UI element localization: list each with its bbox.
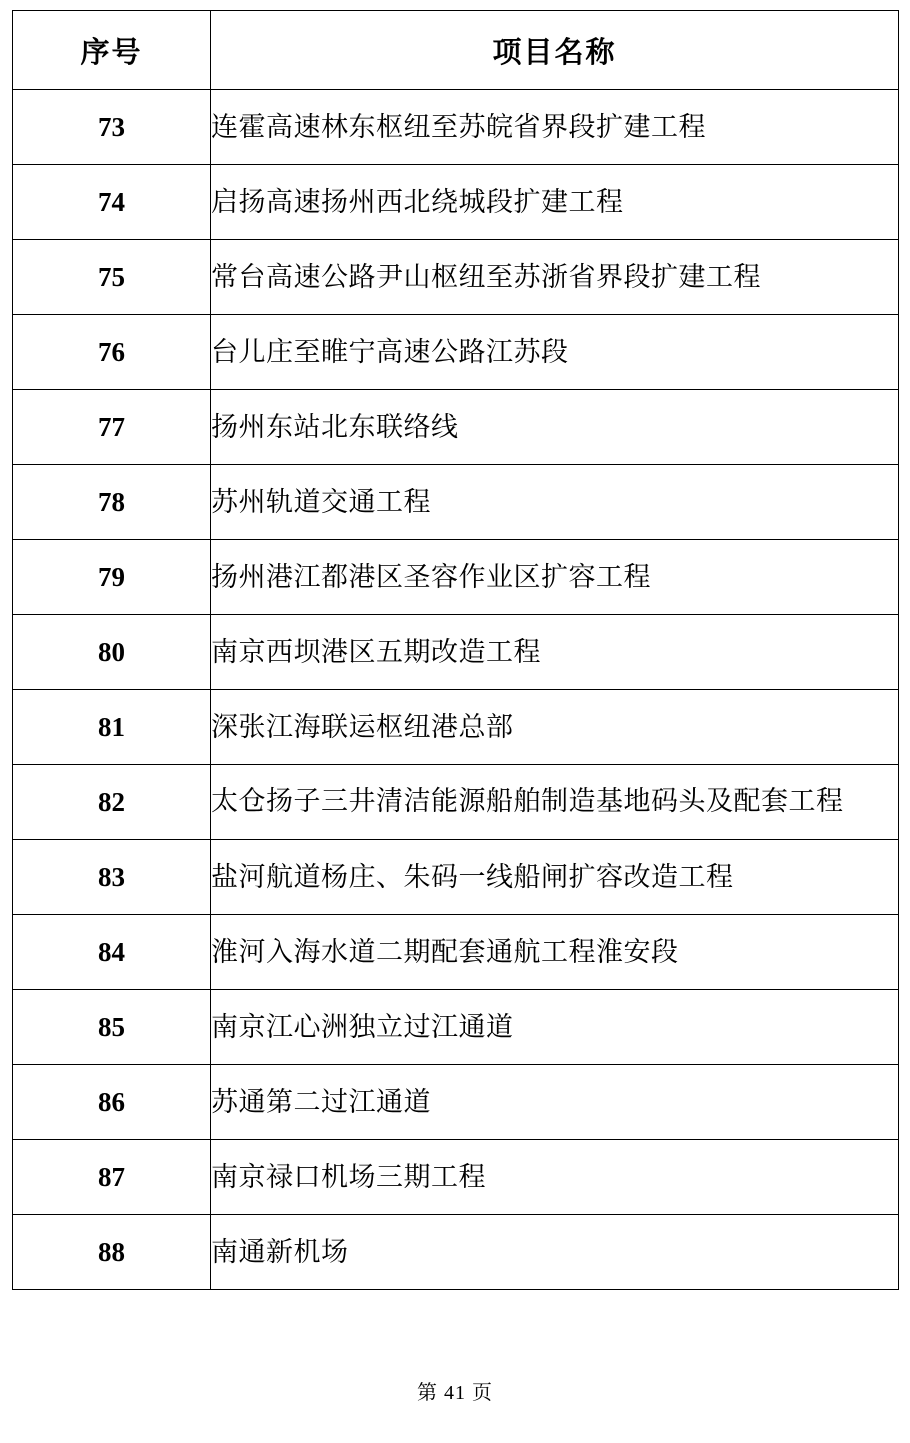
table-row (13, 690, 899, 765)
row-number: 88 (13, 1215, 211, 1290)
row-number: 83 (13, 840, 211, 915)
row-project-name: 深张江海联运枢纽港总部 (211, 690, 899, 765)
row-project-name: 南京禄口机场三期工程 (211, 1140, 899, 1215)
project-list-table (12, 10, 899, 1290)
table-row (13, 390, 899, 465)
row-number: 86 (13, 1065, 211, 1140)
table-row (13, 840, 899, 915)
row-number: 87 (13, 1140, 211, 1215)
row-number: 80 (13, 615, 211, 690)
row-project-name: 苏通第二过江通道 (211, 1065, 899, 1140)
table-row (13, 465, 899, 540)
row-project-name: 苏州轨道交通工程 (211, 465, 899, 540)
row-number: 84 (13, 915, 211, 990)
row-number: 77 (13, 390, 211, 465)
table-row (13, 165, 899, 240)
table-row (13, 765, 899, 840)
row-project-name: 扬州东站北东联络线 (211, 390, 899, 465)
row-number: 85 (13, 990, 211, 1065)
table-row (13, 1140, 899, 1215)
column-header-no: 序号 (13, 11, 211, 90)
row-project-name: 常台高速公路尹山枢纽至苏浙省界段扩建工程 (211, 240, 899, 315)
row-project-name: 太仓扬子三井清洁能源船舶制造基地码头及配套工程 (211, 765, 899, 840)
row-project-name: 南通新机场 (211, 1215, 899, 1290)
row-number: 73 (13, 90, 211, 165)
table-row (13, 1215, 899, 1290)
row-number: 79 (13, 540, 211, 615)
row-project-name: 扬州港江都港区圣容作业区扩容工程 (211, 540, 899, 615)
row-number: 75 (13, 240, 211, 315)
row-number: 74 (13, 165, 211, 240)
table-row (13, 240, 899, 315)
row-project-name: 台儿庄至睢宁高速公路江苏段 (211, 315, 899, 390)
table-row (13, 615, 899, 690)
row-project-name: 淮河入海水道二期配套通航工程淮安段 (211, 915, 899, 990)
row-number: 76 (13, 315, 211, 390)
table-row (13, 90, 899, 165)
row-project-name: 盐河航道杨庄、朱码一线船闸扩容改造工程 (211, 840, 899, 915)
row-project-name: 启扬高速扬州西北绕城段扩建工程 (211, 165, 899, 240)
table-row (13, 915, 899, 990)
table-row (13, 315, 899, 390)
row-number: 81 (13, 690, 211, 765)
table-row (13, 540, 899, 615)
table-header-row (13, 11, 899, 90)
row-project-name: 连霍高速林东枢纽至苏皖省界段扩建工程 (211, 90, 899, 165)
table-row (13, 990, 899, 1065)
row-number: 82 (13, 765, 211, 840)
table-row (13, 1065, 899, 1140)
page-footer: 第 41 页 (417, 1382, 493, 1404)
row-project-name: 南京西坝港区五期改造工程 (211, 615, 899, 690)
column-header-name: 项目名称 (211, 11, 899, 90)
row-project-name: 南京江心洲独立过江通道 (211, 990, 899, 1065)
row-number: 78 (13, 465, 211, 540)
